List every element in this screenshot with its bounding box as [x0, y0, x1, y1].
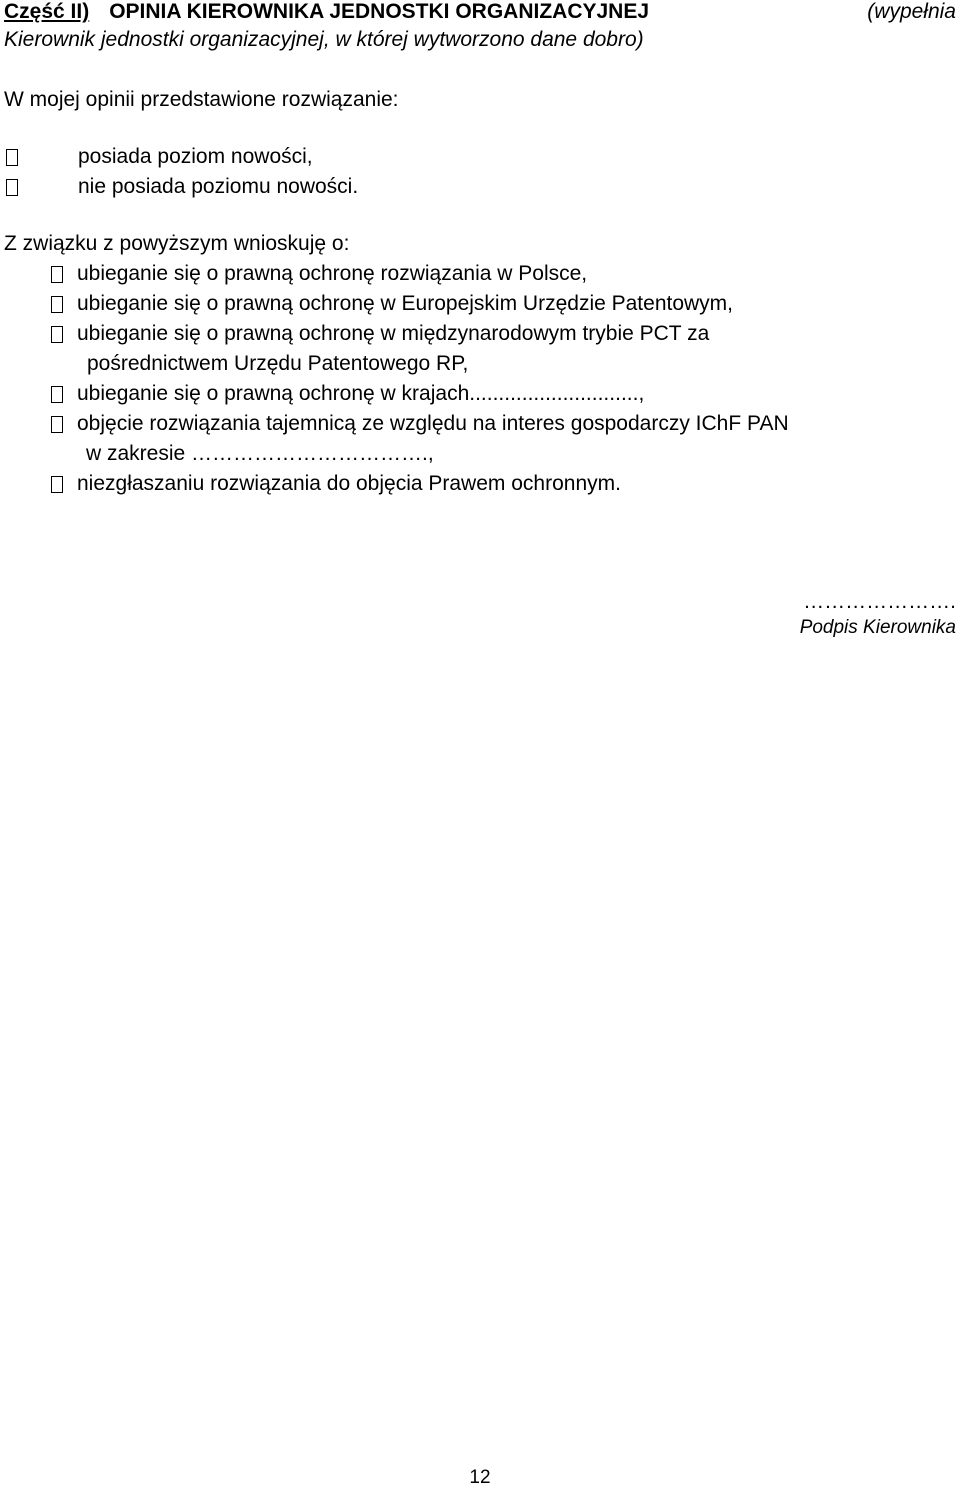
header-note-start: (wypełnia: [867, 0, 956, 23]
checkbox[interactable]: [51, 386, 63, 403]
signature-line: ………………….: [803, 590, 956, 613]
signature-label: Podpis Kierownika: [799, 617, 956, 638]
checkbox[interactable]: [51, 326, 63, 343]
checkbox[interactable]: [6, 149, 18, 166]
option-label: niezgłaszaniu rozwiązania do objęcia Prawem ochronnym.: [77, 472, 621, 495]
request-option-poland[interactable]: [0, 259, 956, 289]
request-intro-text: Z związku z powyższym wnioskuję o:: [4, 232, 350, 255]
request-options: [0, 259, 956, 499]
request-option-no-filing[interactable]: [0, 469, 956, 499]
header-line-1: [4, 0, 956, 28]
option-label-continuation: w zakresie …………………………….,: [86, 442, 434, 465]
option-label: posiada poziom nowości,: [78, 145, 313, 168]
checkbox[interactable]: [51, 476, 63, 493]
option-label-continuation: pośrednictwem Urzędu Patentowego RP,: [87, 352, 469, 375]
option-label: nie posiada poziomu nowości.: [78, 175, 359, 198]
option-label: ubieganie się o prawną ochronę w Europejskim Urzędzie Patentowym,: [77, 292, 734, 315]
header-note-continuation: Kierownik jednostki organizacyjnej, w której wytworzono dane dobro): [4, 28, 644, 51]
signature-block: [800, 589, 956, 641]
header-heading: [4, 0, 649, 28]
checkbox[interactable]: [51, 266, 63, 283]
request-option-epo[interactable]: [0, 289, 956, 319]
page-number: 12: [469, 1467, 491, 1488]
section-header: [4, 0, 956, 52]
opinion-intro-text: W mojej opinii przedstawione rozwiązanie:: [4, 88, 399, 111]
opinion-options: [0, 142, 358, 202]
request-option-countries[interactable]: [0, 379, 956, 409]
checkbox[interactable]: [6, 179, 18, 196]
checkbox[interactable]: [51, 296, 63, 313]
opinion-option-no-novelty[interactable]: [0, 172, 358, 202]
request-option-pct[interactable]: [0, 319, 956, 349]
section-title: OPINIA KIEROWNIKA JEDNOSTKI ORGANIZACYJNEJ: [109, 0, 650, 23]
opinion-option-has-novelty[interactable]: [0, 142, 358, 172]
part-label: Część II): [4, 0, 90, 23]
checkbox[interactable]: [51, 416, 63, 433]
option-label: ubieganie się o prawną ochronę w międzynarodowym trybie PCT za: [77, 322, 710, 345]
option-label: ubieganie się o prawną ochronę w krajach.............................,: [77, 382, 645, 405]
option-label: objęcie rozwiązania tajemnicą ze względu na interes gospodarczy IChF PAN: [77, 412, 789, 435]
request-option-trade-secret[interactable]: [0, 409, 956, 439]
option-label: ubieganie się o prawną ochronę rozwiązania w Polsce,: [77, 262, 588, 285]
